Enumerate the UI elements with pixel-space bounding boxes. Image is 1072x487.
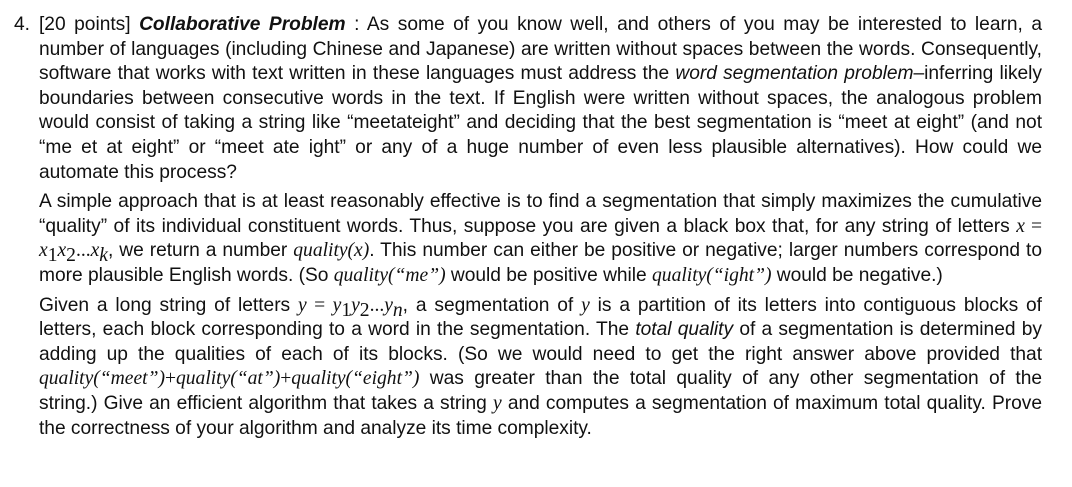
- math-sub-y2: 2: [359, 299, 370, 321]
- para3-text-5: was greater than the total quality of any other segmentation of the string.) Give an efficient algorithm that takes a string: [39, 368, 1042, 414]
- math-dots: ...: [75, 240, 91, 262]
- title-separator: :: [345, 14, 367, 35]
- para2-text-3: . This number can either be positive or negative; larger numbers correspond to more plausible English words. (So: [39, 240, 1042, 286]
- para2-text-5: would be negative.): [771, 264, 943, 286]
- math-x: x: [1016, 215, 1025, 237]
- problem-title: Collaborative Problem: [139, 14, 346, 35]
- points-label: [20 points]: [39, 14, 131, 35]
- problem-4: [14, 13, 1042, 441]
- math-sub-2: 2: [66, 245, 76, 267]
- math-plus-1: +: [164, 368, 176, 390]
- math-xk: x: [90, 240, 100, 262]
- problem-intro-paragraph: [39, 13, 1042, 185]
- total-quality-term: total quality: [635, 319, 734, 341]
- math-sub-n: n: [392, 299, 403, 321]
- math-y: y: [298, 294, 307, 316]
- intro-text-1: As some of you know well, and others of you may be interested to learn, a number of languages (including Chinese and Japanese) are written without spaces between the words. Consequently, software that works with text written in these languages must address the: [39, 14, 1043, 85]
- para2-text-4: would be positive while: [445, 264, 653, 286]
- math-quality-at: quality(“at”): [175, 368, 281, 390]
- math-quality-me: quality(“me”): [333, 264, 446, 286]
- math-x2: x: [57, 240, 67, 262]
- math-dots-y: ...: [369, 294, 385, 316]
- math-sub-k: k: [99, 245, 108, 267]
- quality-paragraph: [39, 190, 1042, 288]
- math-y2: y: [351, 294, 360, 316]
- math-plus-2: +: [280, 368, 292, 390]
- math-quality-eight: quality(“eight”): [291, 368, 420, 390]
- math-sub-y1: 1: [341, 299, 352, 321]
- para3-text-2: , a segmentation of: [402, 294, 582, 316]
- math-y-c: y: [492, 392, 502, 414]
- math-quality-x: quality(x): [293, 240, 370, 262]
- math-yn: y: [384, 294, 393, 316]
- math-quality-ight: quality(“ight”): [652, 264, 772, 286]
- segmentation-paragraph: [39, 294, 1042, 442]
- para3-text-6: and computes a segmentation of maximum total quality. Prove the correctness of your algorithm and analyze its time complexity.: [39, 392, 1042, 439]
- math-comma: ,: [107, 240, 114, 262]
- para3-text-3: is a partition of its letters into contiguous blocks of letters, each block corresponding to a word in the segmentation. The: [39, 294, 1042, 341]
- intro-text-2: –inferring likely boundaries between consecutive words in the text. If English were written without spaces, the analogous problem would consist of taking a string like “meetateight” and deciding that the best segmentation is “meet at eight” (and not “me et at eight” or “meet ate ight” or any of a huge number of even less plausible alternatives). How could we automate this process?: [39, 63, 1042, 183]
- problem-number: 4.: [14, 14, 31, 35]
- math-equals: =: [1024, 215, 1042, 237]
- math-equals-y: =: [306, 294, 333, 316]
- math-sub-1: 1: [47, 245, 58, 267]
- para3-text-1: Given a long string of letters: [39, 294, 299, 316]
- intro-term: word segmentation problem: [675, 63, 914, 85]
- para2-text-1: A simple approach that is at least reasonably effective is to find a segmentation that simply maximizes the cumulative “quality” of its individual constituent words. Thus, suppose you are given a black box that, for any string of letters: [39, 191, 1042, 237]
- para3-text-4: of a segmentation is determined by adding up the qualities of each of its blocks. (So we would need to get the right answer above provided that: [39, 319, 1042, 365]
- math-x1: x: [39, 240, 48, 262]
- math-quality-meet: quality(“meet”): [39, 368, 165, 390]
- para2-text-2: we return a number: [113, 240, 294, 262]
- math-y1: y: [332, 294, 342, 316]
- math-y-b: y: [581, 294, 590, 316]
